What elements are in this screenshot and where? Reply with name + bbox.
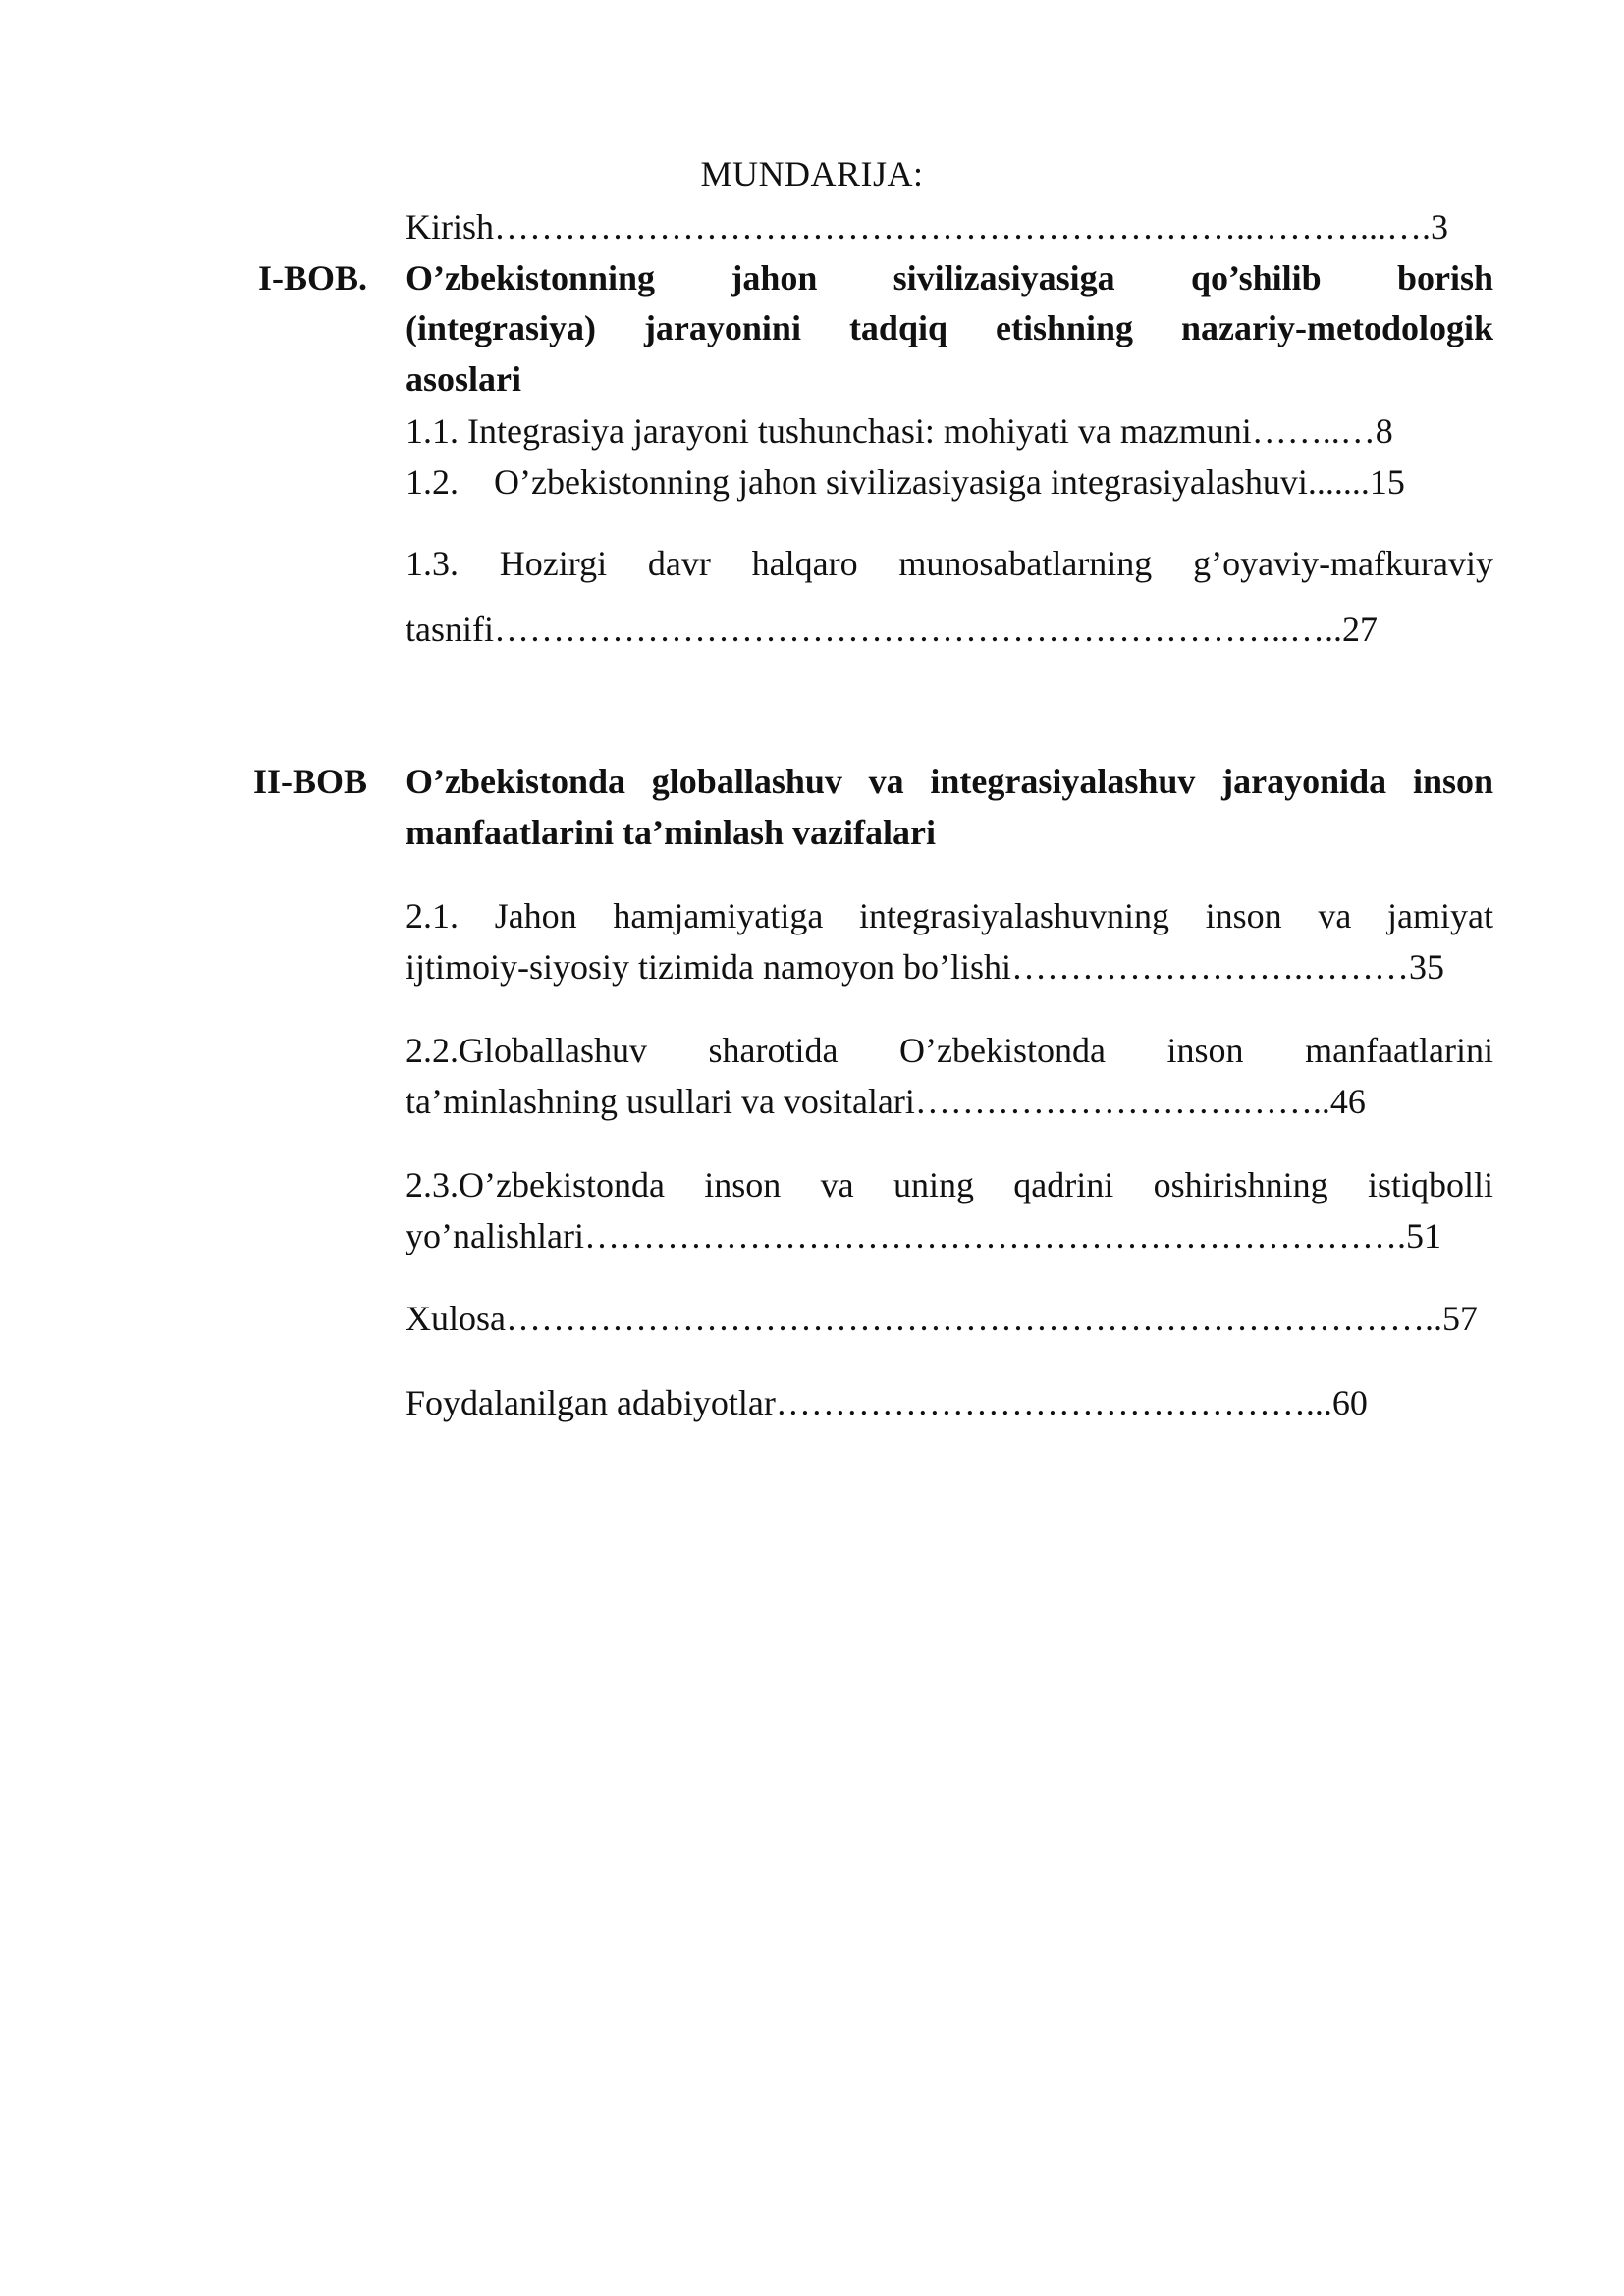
toc-entry-2-3-cont: yo’nalishlari…………………………………………………………….51	[406, 1216, 1441, 1255]
toc-entry-1-3-cont: tasnifi…………………………………………………………..…..27	[406, 610, 1378, 649]
toc-entry-2-3: 2.3.O’zbekistonda inson va uning qadrini oshirishning istiqbolli	[406, 1165, 1493, 1204]
chapter-2-label: II-BOB	[253, 762, 368, 801]
toc-entry-1-3: 1.3. Hozirgi davr halqaro munosabatlarning g’oyaviy-mafkuraviy	[406, 544, 1493, 583]
toc-entry-2-2: 2.2.Globallashuv sharotida O’zbekistonda inson manfaatlarini	[406, 1031, 1493, 1070]
toc-entry-conclusion: Xulosa……………………………………………………………………..57	[406, 1299, 1478, 1338]
toc-entry-references: Foydalanilgan adabiyotlar………………………………………...60	[406, 1383, 1368, 1422]
toc-entry-2-2-cont: ta’minlashning usullari va vositalari……………………….……..46	[406, 1082, 1366, 1121]
chapter-1-label: I-BOB.	[258, 258, 368, 297]
toc-entry-2-1: 2.1. Jahon hamjamiyatiga integrasiyalashuvning inson va jamiyat	[406, 896, 1493, 935]
chapter-2-title-line: manfaatlarini ta’minlash vazifalari	[406, 813, 936, 852]
toc-entry-1-2: 1.2. O’zbekistonning jahon sivilizasiyasiga integrasiyalashuvi.......15	[406, 462, 1405, 502]
toc-entry-1-1: 1.1. Integrasiya jarayoni tushunchasi: mohiyati va mazmuni……..…8	[406, 411, 1393, 451]
chapter-1-title-line: asoslari	[406, 359, 522, 399]
page-title: MUNDARIJA:	[700, 154, 924, 193]
chapter-2-title-line: O’zbekistonda globallashuv va integrasiyalashuv jarayonida inson	[406, 762, 1493, 801]
chapter-1-title-line: O’zbekistonning jahon sivilizasiyasiga qo’shilib borish	[406, 258, 1493, 297]
chapter-1-title-line: (integrasiya) jarayonini tadqiq etishning nazariy-metodologik	[406, 308, 1493, 347]
toc-entry-2-1-cont: ijtimoiy-siyosiy tizimida namoyon bo’lishi…………………….………35	[406, 947, 1444, 987]
toc-entry-intro: Kirish………………………………………………………..………...….3	[406, 207, 1448, 246]
